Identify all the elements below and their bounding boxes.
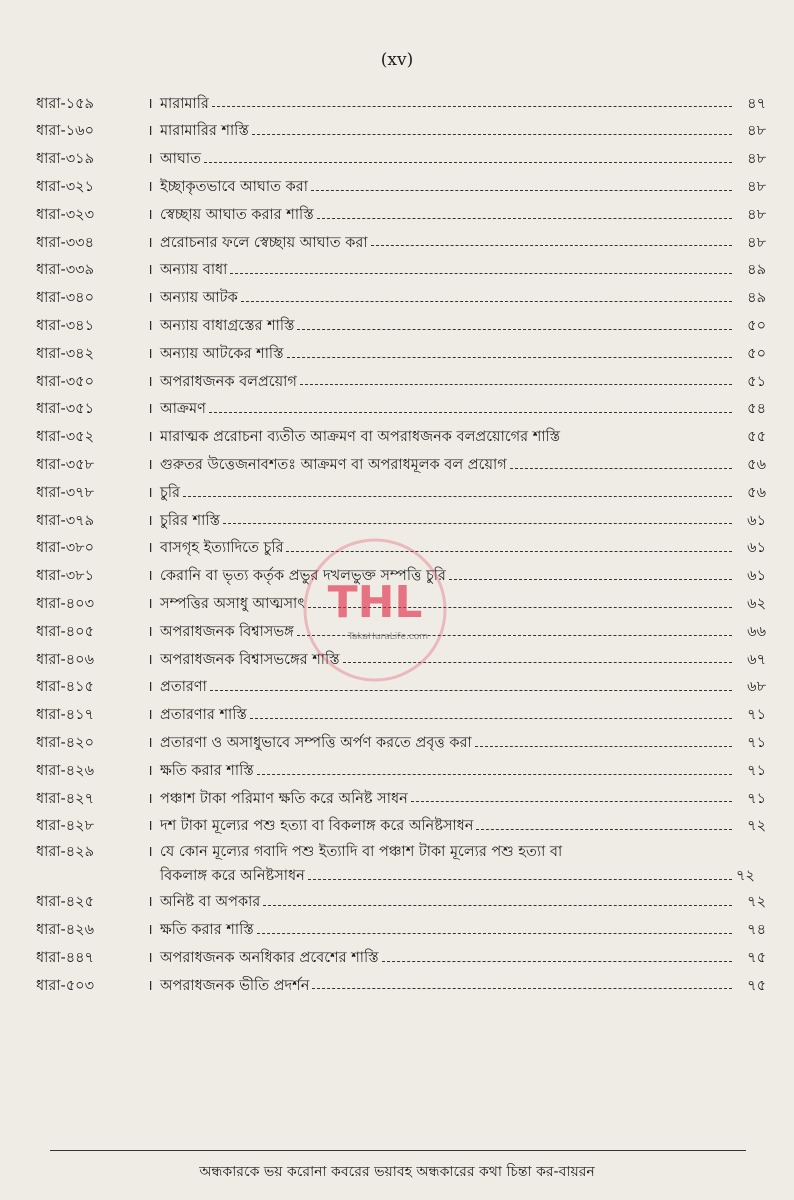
entry [160, 708, 736, 723]
row-separator: । [147, 457, 153, 473]
toc-row [36, 340, 766, 368]
toc-row [36, 785, 766, 813]
page-ref: ৭৫ [747, 977, 766, 994]
toc-row [36, 916, 766, 944]
entry [160, 319, 736, 334]
row-separator: । [147, 512, 153, 529]
page-ref: ৪৮ [747, 179, 766, 196]
row-separator: । [147, 623, 153, 640]
section-number: ধারা-৩৪১ [36, 318, 94, 335]
dot-leader [252, 134, 732, 135]
row-separator: । [147, 373, 153, 390]
section-number: ধারা-৪২০ [36, 734, 95, 751]
toc-row [36, 889, 766, 917]
toc-row [36, 841, 766, 889]
entry-title: গুরুতর উত্তেজনাবশতঃ আক্রমণ বা অপরাধমূলক বল প্রয়োগ [160, 457, 507, 473]
dot-leader [317, 218, 732, 219]
page-ref: ৭১ [747, 734, 766, 751]
entry-title: আক্রমণ [160, 401, 206, 418]
entry [160, 653, 736, 668]
dot-leader [204, 162, 732, 163]
toc-row [36, 451, 766, 479]
row-separator: । [147, 818, 153, 835]
toc-row [36, 813, 766, 841]
page-ref: ৪৮ [747, 234, 766, 251]
watermark-site-text: TakaHuraLife.com [347, 632, 429, 642]
dot-leader [263, 905, 732, 906]
page-ref: ৭২ [747, 818, 766, 835]
dot-leader [210, 690, 732, 691]
entry [160, 208, 736, 223]
entry [160, 375, 736, 390]
entry-title: চুরি [160, 484, 180, 501]
entry-title: কেরানি বা ভৃত্য কর্তৃক প্রভুর দখলভুক্ত সম্পত্তি চুরি [160, 568, 446, 585]
toc-row [36, 618, 766, 646]
row-separator: । [147, 318, 153, 335]
section-number: ধারা-৩৭৮ [36, 484, 95, 501]
toc-row [36, 118, 766, 146]
row-separator: । [147, 568, 153, 585]
page-ref: ৪৯ [747, 262, 766, 279]
page-ref: ৬৬ [747, 623, 766, 640]
entry [160, 764, 736, 779]
row-separator: । [147, 595, 153, 612]
section-number: ধারা-৩৪০ [36, 290, 95, 307]
section-number: ধারা-৪১৫ [36, 679, 94, 696]
entry-title: বাসগৃহ ইত্যাদিতে চুরি [160, 540, 284, 557]
entry-title: অন্যায় বাধাগ্রস্তের শাস্তি [160, 318, 295, 335]
entry [160, 152, 736, 167]
entry [160, 236, 736, 251]
page-ref: ৫০ [747, 318, 766, 335]
entry-title: যে কোন মূল্যের গবাদি পশু ইত্যাদি বা পঞ্চাশ টাকা মূল্যের পশু হত্যা বা [160, 844, 563, 861]
entry-title: ক্ষতি করার শাস্তি [160, 762, 254, 779]
dot-leader [475, 746, 732, 747]
row-separator: । [147, 707, 153, 724]
toc-row [36, 646, 766, 674]
entry-title: অন্যায় বাধা [160, 262, 228, 279]
entry-title: অন্যায় আটকের শাস্তি [160, 345, 284, 362]
entry-title: ক্ষতি করার শাস্তি [160, 921, 254, 938]
toc-row [36, 729, 766, 757]
dot-leader [312, 988, 732, 989]
page-ref: ৪৮ [747, 151, 766, 168]
section-number: ধারা-৪০৬ [36, 651, 95, 668]
entry-title: প্রতারণা [160, 679, 207, 696]
dot-leader [250, 718, 732, 719]
entry-title: ইচ্ছাকৃতভাবে আঘাত করা [160, 179, 308, 196]
entry-title: অনিষ্ট বা অপকার [160, 894, 261, 911]
section-number: ধারা-৪০৫ [36, 623, 94, 640]
row-separator: । [147, 95, 153, 112]
dot-leader [510, 468, 732, 469]
toc-row [36, 702, 766, 730]
entry-title: অন্যায় আটক [160, 290, 238, 307]
section-number: ধারা-৩৭৯ [36, 512, 95, 529]
entry [160, 951, 736, 966]
toc-row [36, 312, 766, 340]
toc-row [36, 396, 766, 424]
page-number: (xv) [380, 50, 414, 70]
entry [160, 680, 736, 695]
entry [160, 979, 736, 994]
page-ref: ৬২ [747, 595, 766, 612]
section-number: ধারা-৪০৩ [36, 595, 95, 612]
entry [160, 458, 736, 473]
page-ref: ৪৮ [747, 206, 766, 223]
page-ref: ৭১ [747, 762, 766, 779]
row-separator: । [147, 123, 153, 140]
toc-row [36, 563, 766, 591]
dot-leader [257, 774, 732, 775]
entry [160, 569, 736, 584]
row-separator: । [147, 921, 153, 938]
section-number: ধারা-৩৫৮ [36, 457, 94, 473]
row-separator: । [147, 790, 153, 807]
section-number: ধারা-৪২৫ [36, 894, 94, 911]
entry [160, 291, 736, 306]
dot-leader [411, 801, 732, 802]
page-ref: ৭৫ [747, 949, 766, 966]
page-ref: ৬১ [747, 568, 766, 585]
dot-leader [308, 879, 732, 880]
page-ref: ৬১ [747, 540, 766, 557]
toc-row [36, 229, 766, 257]
section-number: ধারা-৩৫০ [36, 373, 95, 390]
dot-leader [297, 329, 732, 330]
dot-leader [212, 106, 732, 107]
section-number: ধারা-৪২৬ [36, 762, 95, 779]
entry-title-continued: বিকলাঙ্গ করে অনিষ্টসাধন [160, 868, 305, 885]
page-ref: ৪৯ [747, 290, 766, 307]
entry [160, 263, 736, 278]
entry [160, 841, 736, 889]
row-separator: । [147, 262, 153, 279]
toc-row [36, 535, 766, 563]
page-ref: ৬৮ [747, 679, 766, 696]
toc-row [36, 201, 766, 229]
dot-leader [230, 273, 732, 274]
row-separator: । [147, 734, 153, 751]
toc-row [36, 257, 766, 285]
row-separator: । [147, 762, 153, 779]
toc-row [36, 424, 766, 452]
toc-row [36, 173, 766, 201]
section-number: ধারা-৩৮১ [36, 568, 94, 585]
page-ref: ৭২ [736, 868, 755, 885]
entry-title: চুরির শাস্তি [160, 512, 220, 529]
page-ref: ৫১ [747, 373, 766, 390]
row-separator: । [147, 484, 153, 501]
toc-row [36, 674, 766, 702]
table-of-contents [36, 90, 766, 1000]
entry-title: অপরাধজনক বলপ্রয়োগ [160, 373, 297, 390]
page-ref: ৫৫ [747, 429, 766, 446]
row-separator: । [147, 894, 153, 911]
entry [160, 597, 736, 612]
footer-quote: অন্ধকারকে ভয় করোনা কবরের ভয়াবহ অন্ধকারের কথা চিন্তা কর-বায়রন [199, 1164, 595, 1180]
dot-leader [241, 301, 732, 302]
toc-row [36, 507, 766, 535]
page-ref: ৫৬ [747, 484, 766, 501]
entry-title: মারামারি [160, 95, 209, 112]
dot-leader [449, 579, 732, 580]
entry-title: প্রতারণার শাস্তি [160, 707, 247, 724]
row-separator: । [147, 949, 153, 966]
toc-row [36, 285, 766, 313]
entry-title: মারামারির শাস্তি [160, 123, 249, 140]
entry [160, 514, 736, 529]
section-number: ধারা-৩৮০ [36, 540, 95, 557]
dot-leader [476, 829, 732, 830]
row-separator: । [147, 429, 153, 446]
section-number: ধারা-৩১৯ [36, 151, 94, 168]
entry-title: স্বেচ্ছায় আঘাত করার শাস্তি [160, 206, 314, 223]
entry-title: দশ টাকা মূল্যের পশু হত্যা বা বিকলাঙ্গ করে অনিষ্টসাধন [160, 818, 474, 835]
dot-leader [308, 607, 732, 608]
section-number: ধারা-১৬০ [36, 123, 95, 140]
entry [160, 736, 736, 751]
section-number: ধারা-৫০৩ [36, 977, 95, 994]
row-separator: । [147, 290, 153, 307]
entry-title: অপরাধজনক বিশ্বাসভঙ্গ [160, 623, 294, 640]
entry [160, 347, 736, 362]
entry [160, 486, 736, 501]
page-ref: ৫৬ [747, 457, 766, 473]
page-ref: ৫৪ [747, 401, 766, 418]
entry-title: মারাত্মক প্ররোচনা ব্যতীত আক্রমণ বা অপরাধজনক বলপ্রয়োগের শাস্তি [160, 429, 561, 446]
row-separator: । [147, 401, 153, 418]
footer-divider [50, 1150, 746, 1151]
section-number: ধারা-৪২৮ [36, 818, 94, 835]
row-separator: । [147, 151, 153, 168]
dot-leader [311, 190, 732, 191]
page-ref: ৫০ [747, 345, 766, 362]
toc-row [36, 757, 766, 785]
toc-row [36, 944, 766, 972]
row-separator: । [147, 540, 153, 557]
entry-title: অপরাধজনক অনধিকার প্রবেশের শাস্তি [160, 949, 379, 966]
page-ref: ৭৪ [747, 921, 766, 938]
entry [160, 97, 736, 112]
entry [160, 180, 736, 195]
section-number: ধারা-৩২১ [36, 179, 95, 196]
watermark-logo-text: THL [327, 577, 423, 628]
dot-leader [183, 496, 732, 497]
toc-row [36, 479, 766, 507]
dot-leader [286, 551, 732, 552]
section-number: ধারা-৪২৬ [36, 921, 95, 938]
page-ref: ৪৮ [747, 123, 766, 140]
page-ref: ৪৭ [747, 95, 766, 112]
toc-row [36, 972, 766, 1000]
dot-leader [382, 961, 732, 962]
entry [160, 402, 736, 417]
dot-leader [297, 635, 732, 636]
toc-row [36, 590, 766, 618]
section-number: ধারা-৩৩৪ [36, 234, 95, 251]
entry [160, 792, 736, 807]
dot-leader [343, 662, 732, 663]
entry [160, 541, 736, 556]
entry-title: প্ররোচনার ফলে স্বেচ্ছায় আঘাত করা [160, 234, 368, 251]
page-ref: ৬১ [747, 512, 766, 529]
entry [160, 124, 736, 139]
entry-title: আঘাত [160, 151, 201, 168]
dot-leader [223, 523, 732, 524]
page-ref: ৭১ [747, 790, 766, 807]
entry-title: পঞ্চাশ টাকা পরিমাণ ক্ষতি করে অনিষ্ট সাধন [160, 790, 408, 807]
section-number: ধারা-৩৪২ [36, 345, 95, 362]
section-number: ধারা-১৫৯ [36, 95, 94, 112]
entry [160, 895, 736, 910]
dot-leader [287, 357, 732, 358]
section-number: ধারা-৪২৯ [36, 844, 94, 861]
page-ref: ৬৭ [747, 651, 766, 668]
page-ref: ৭১ [747, 707, 766, 724]
entry-title: অপরাধজনক ভীতি প্রদর্শন [160, 977, 310, 994]
entry [160, 923, 736, 938]
entry [160, 430, 736, 445]
dot-leader [300, 384, 732, 385]
section-number: ধারা-৩২৩ [36, 206, 95, 223]
toc-row [36, 90, 766, 118]
row-separator: । [147, 345, 153, 362]
section-number: ধারা-৪১৭ [36, 707, 94, 724]
toc-row [36, 368, 766, 396]
section-number: ধারা-৪২৭ [36, 790, 95, 807]
section-number: ধারা-৩৩৯ [36, 262, 95, 279]
row-separator: । [147, 179, 153, 196]
row-separator: । [147, 234, 153, 251]
row-separator: । [147, 679, 153, 696]
row-separator: । [147, 844, 153, 861]
toc-row [36, 146, 766, 174]
row-separator: । [147, 651, 153, 668]
dot-leader [257, 933, 732, 934]
row-separator: । [147, 977, 153, 994]
page-ref: ৭২ [747, 894, 766, 911]
entry-title: সম্পত্তির অসাধু আত্মসাৎ [160, 595, 305, 612]
dot-leader [209, 412, 732, 413]
entry [160, 819, 736, 834]
entry-title: অপরাধজনক বিশ্বাসভঙ্গের শাস্তি [160, 651, 340, 668]
section-number: ধারা-৪৪৭ [36, 949, 94, 966]
section-number: ধারা-৩৫২ [36, 429, 95, 446]
dot-leader [371, 245, 732, 246]
entry [160, 625, 736, 640]
section-number: ধারা-৩৫১ [36, 401, 94, 418]
row-separator: । [147, 206, 153, 223]
entry-title: প্রতারণা ও অসাধুভাবে সম্পত্তি অর্পণ করতে প্রবৃত্ত করা [160, 734, 472, 751]
